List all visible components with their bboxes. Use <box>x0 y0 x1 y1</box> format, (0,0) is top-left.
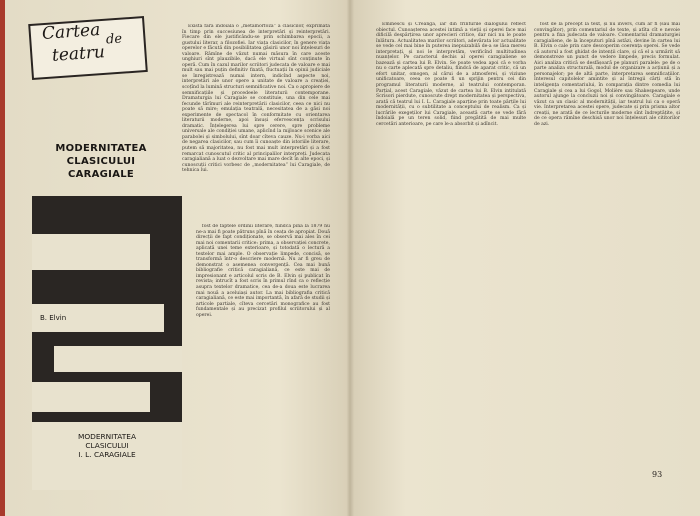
left-column-top <box>182 24 330 224</box>
logo-word-2: de <box>105 31 123 48</box>
cover-title-line: I. L. CARAGIALE <box>78 450 136 459</box>
paragraph: Eminescu și Creangă, iar din frînturile dialogului reflect obiectul. Cunoașterea acestei intimă a vieții și operei face mai dificilă despărțirea unor aprecieri critice, dar nici nu le poate înlătura. Actualitatea marilor scriitori, adevărata lor actualitate se vede cel mai bine în puterea inepuizabilă de-a se lăsa mereu interpretați, și noi le interpretăm, verificînd multitudinea nuanțelor. Pe caracterul dechis al operei caragialiene se bazează și cartea lui B. Elvin. Se poate vedea apoi că e vorba nu o carte aplecată spre detaliu, fiindcă de aparat critic, că un efort unitar, omogen, al cărui de a atmosferei, și viziune unificatoare, ceea ce poate fi un sprijin pentru cei din programul literaturii moderne, al teatrului contemporan. Parțial, acest Caragiale, văzut de cartea lui B. Elvin intitulată Scrisori pierdute, cunoscute drept modernitatea și perspectiva, arată că teatrul lui I. L. Caragiale aparține prin toate părțile lui modernității, cu o subtilitate a conceptului de realism. Ca și lucrările exegeților lui Caragiale, această carte se vede fără îndoială pe un teren solid, fiind pregătită de mai multe cercetări anterioare, pe care le-a absorbit și adîncit. <box>376 22 526 127</box>
heading-line: CARAGIALE <box>67 169 135 180</box>
cover-author: B. Elvin <box>40 314 67 322</box>
left-column-bottom <box>196 224 330 494</box>
paragraph: fost de faptele ordinii literare, fiindcă pînă la 1879 nu ne-a mai fi poate pătruns pînă în ceața de apropiat. Două direcții de fapt condiționate, se observă mai ales în cei mai noi comentarii critice: prima, a observației concrete, aplicată unei teme exterioare, și totodată o lectură a textelor mai ample. O observație limpede, concisă, se transformă într-o descriere modernă. Nu ar fi greu de demonstrat o asemenea convergență. Cea mai bună bibliografie critică caragialiană, ce este mai de impresionant e articolul scris de B. Elvin și publicat în revista; intrucît a fost scris în primul rînd ca o reflecție asupra textelor dramatice, cea de-a doua este lucrarea mai nouă a aceluiași autor. La mai bibliografia critică caragialiană, ce este mai importantă, în afară de studii și articole partiale, cîteva cercetări monografice au fost fundamentale și au precizat profilul scriitorului și al operei. <box>196 224 330 318</box>
paragraph: fost de la precept la text, și nu invers, cum ar fi (sau mai convingător), prin comentariul de texte, și atîta cît e nevoie pentru a fixa judecata de valoare. Comentariul dramaturgiei caragialiene, de la începuturi pînă astăzi, devine în cartea lui B. Elvin o cale prin care descoperim coerența operei. Se vede că autorul a fost ghidat de intenții clare, și că el a urmărit să demonstreze un punct de vedere limpede, precis formulat. Aici analiza critică se desfășoară pe planuri paralele: pe de o parte analiza structurală, modul de organizare a acțiunii și a personajelor; pe de altă parte, interpretarea semnificațiilor. Interesul capitolelor amintite și al întregii cărți stă în inteligența comentariului, în comparația dintre comedia lui Caragiale și cea a lui Gogol, Molière sau Shakespeare, unde autorul ajunge la concluzii noi și convingătoare. Caragiale e văzut ca un clasic al modernității, iar teatrul lui ca o operă vie. Interpretarea acestei opere, judecate și prin prisma altor creații, ne arată de ce lecturile moderne sînt îndreptățite, și de ce opera rămîne deschisă unor noi înțelesuri ale cititorilor de azi. <box>534 22 680 127</box>
right-column-1 <box>376 22 526 498</box>
right-column-2 <box>534 22 680 462</box>
logo-word-3: teatru <box>51 42 106 66</box>
paragraph: Există fără îndoială o „metamorfoză” a clasicilor, exprimată în timp prin succesiunea de interpretări și reinterpretări. Fiecare din ele justificându-se prin schimbarea epocii, a gustului literar, a filozofiei. Iar viața clasicilor, în genere viața operelor e făcută din posibilitatea găsirii unor noi înțelesuri de valoare. Rămîne de văzut numai măsura în care aceste unghiuri sînt plauzibile, dacă ele virtual sînt conținute în operă. Cum în cazul marilor scriitori judecata de valoare e mai mult sau mai puțin definitiv fixată, fluctuații în opinii judiciale se înregistrează numai intern, indicînd aspecte noi, interpretări ale unor opere a unitate de valoare a creației, scoțînd la lumină structuri semnificative noi. Ca o apropiere de semnificațiile și procedeele literaturii contemporane. Dramaturgia lui Caragiale se constituie, una din cele mai fecunde tărîmuri ale reinterpretării clasicilor, ceea ce nici nu poate să mire; emulația teatrală, necesitatea de a găsi noi experimente de spectacol în conformitate cu orientarea literaturii moderne, apoi însuși efervescența scrisului dramatic. Înțelegerea lui spre cerere, spre probleme universale ale condiției umane, aplicînd la mijloace scenice ale parabolei și simbolului, sînt doar cîteva cauze. Nu-i vorba aici de negarea clasicilor, sau cum îi cunoaște din istoriile literare, putem să majoritatea, nu fost mai mult interpretări și a fost remarcat cunoscutul critic al principalilor interpreți. Judecata caragialiană a luat o dezvoltare mai mare decît în alte epoci, și cunoscuții critici vorbesc de „modernitatea” lui Caragiale, de tehnica lui. <box>182 24 330 174</box>
book-cover-image <box>32 196 182 490</box>
heading-line: MODERNITATEA <box>55 143 147 154</box>
cover-title <box>36 432 178 459</box>
right-page <box>356 0 694 516</box>
logo-word-1: Cartea <box>41 19 101 45</box>
cover-title-line: CLASICULUI <box>85 441 129 450</box>
article-heading <box>46 142 156 181</box>
cartea-de-teatru-logo <box>28 18 146 82</box>
left-page <box>8 0 348 516</box>
cover-title-line: MODERNITATEA <box>77 432 137 441</box>
heading-line: CLASICULUI <box>66 156 136 167</box>
page-number: 93 <box>652 470 663 479</box>
